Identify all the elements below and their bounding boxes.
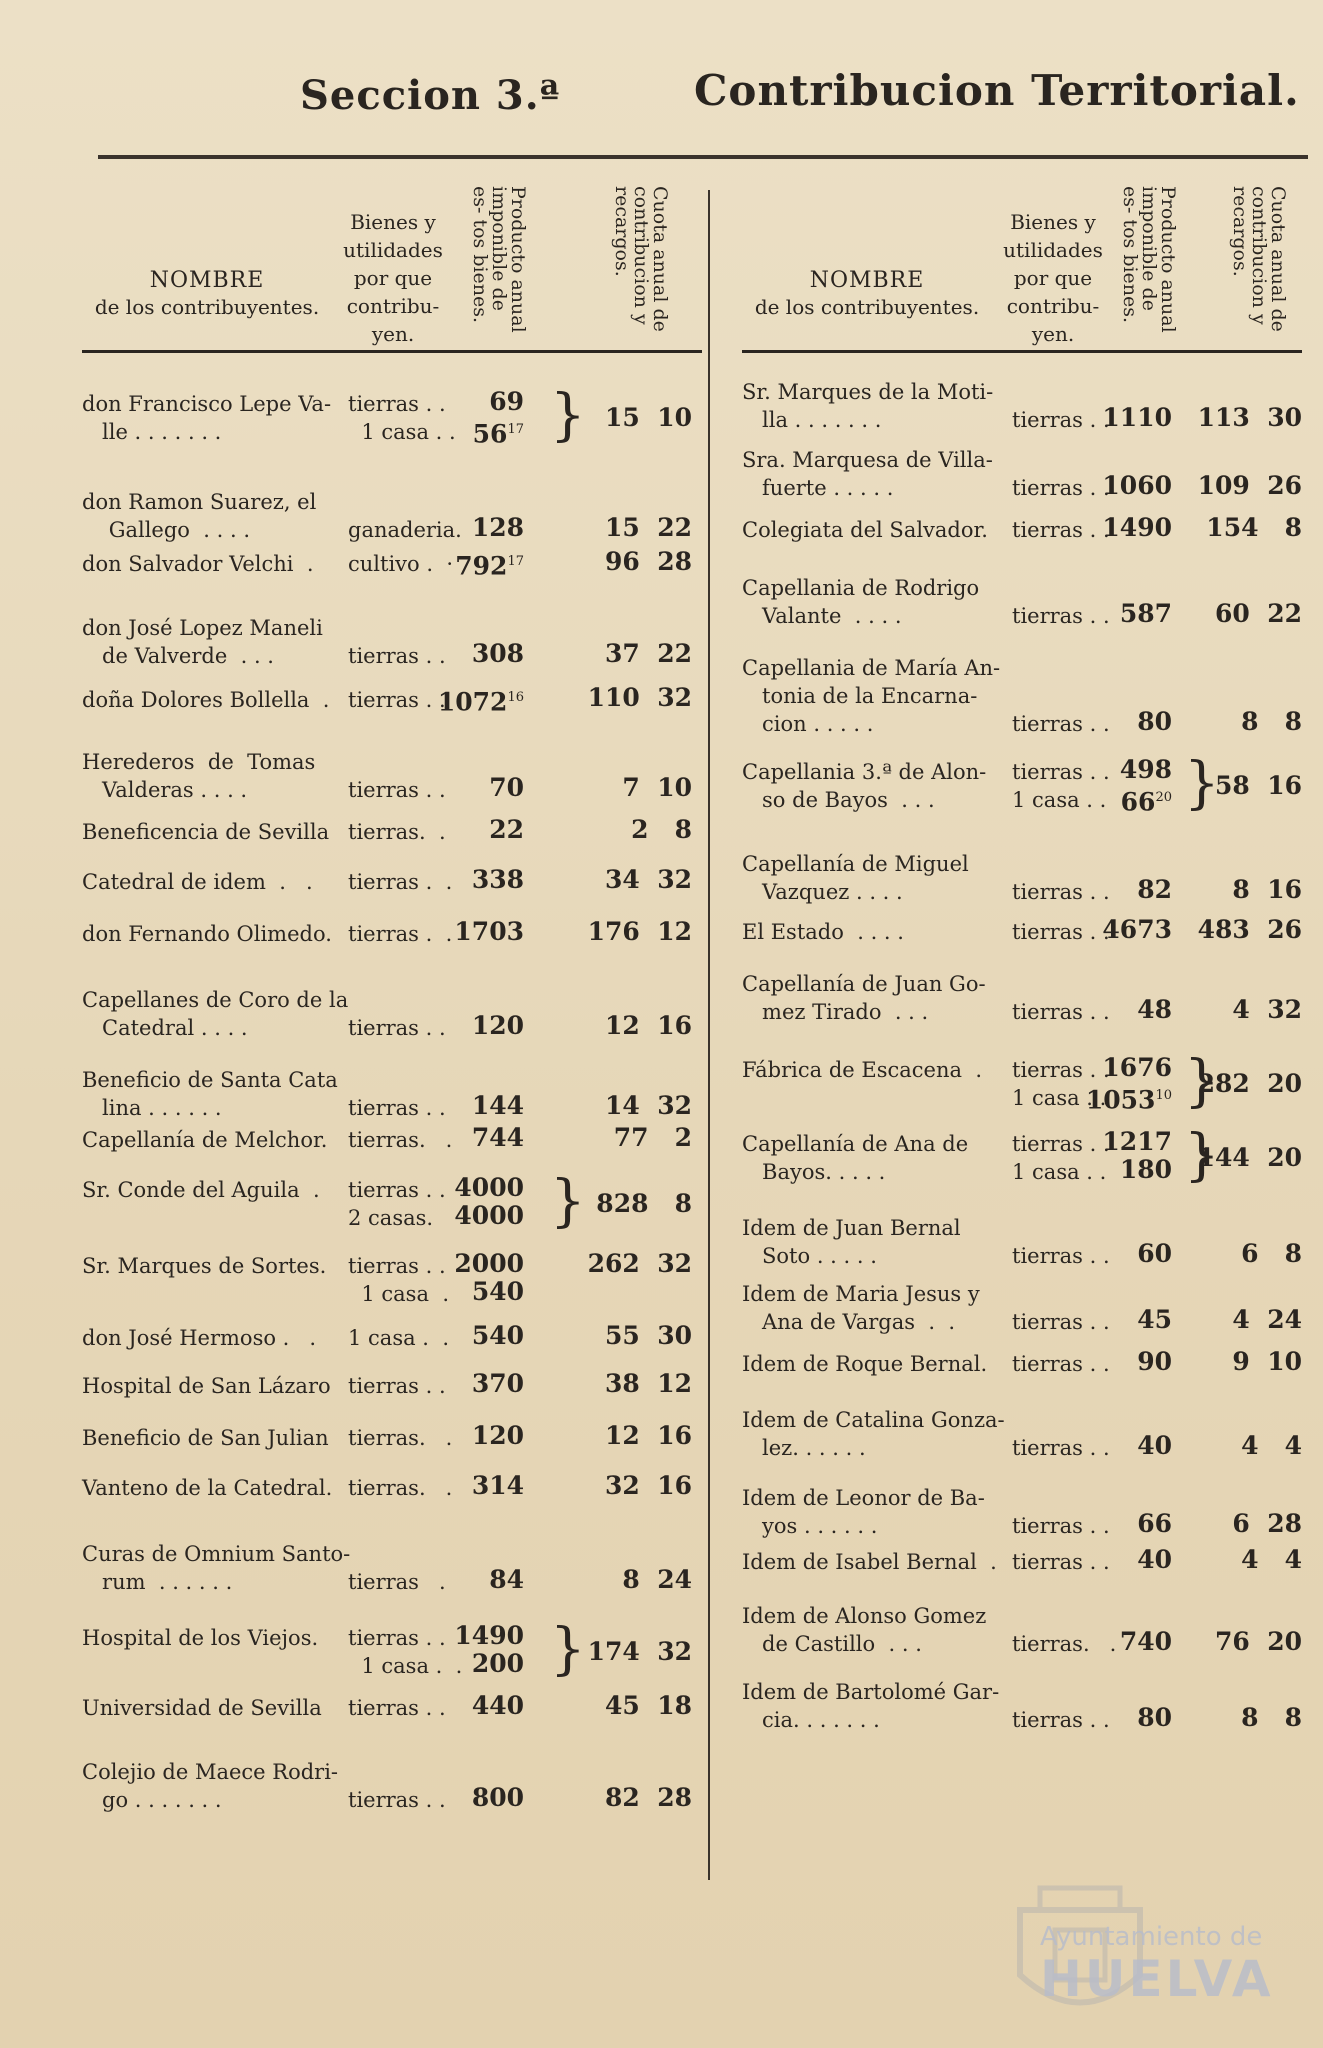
bienes-value: tierras. . bbox=[1012, 1632, 1117, 1656]
cuota-value: 8 8 bbox=[1241, 707, 1302, 736]
bienes-value: tierras. . bbox=[348, 1426, 453, 1450]
cuota-value: 37 22 bbox=[605, 639, 692, 668]
producto-value: 66 bbox=[1137, 1509, 1172, 1538]
brace-icon: } bbox=[550, 1617, 586, 1682]
contributor-name: Hospital de San Lázaro bbox=[82, 1374, 331, 1398]
bienes-value: tierras . . bbox=[1012, 476, 1110, 500]
producto-value: 40 bbox=[1137, 1545, 1172, 1574]
cuota-value: 113 30 bbox=[1197, 403, 1302, 432]
bienes-value: tierras. . bbox=[348, 1476, 453, 1500]
bienes-value: tierras . . bbox=[348, 1696, 446, 1720]
contributor-name: don José Lopez Maneli de Valverde . . . bbox=[82, 616, 323, 668]
bienes-value: ganaderia. bbox=[348, 518, 462, 542]
producto-value: 22 bbox=[489, 815, 524, 844]
producto-value: 45 bbox=[1137, 1305, 1172, 1334]
page-title: Contribucion Territorial. bbox=[694, 66, 1300, 115]
contributor-name: Universidad de Sevilla bbox=[82, 1696, 322, 1720]
brace-icon: } bbox=[1184, 751, 1220, 816]
cuota-value: 82 28 bbox=[605, 1783, 692, 1812]
contributor-name: don Fernando Olimedo. bbox=[82, 922, 332, 946]
bienes-value: tierras . . 1 casa . . bbox=[1012, 760, 1110, 812]
producto-value: 120 bbox=[471, 1011, 524, 1040]
bienes-value: tierras . . 1 casa . . bbox=[1012, 1132, 1110, 1184]
brace-icon: } bbox=[550, 1169, 586, 1234]
cuota-value: 38 12 bbox=[605, 1369, 692, 1398]
contributor-name: Curas de Omnium Santo- rum . . . . . . bbox=[82, 1542, 351, 1594]
bienes-value: tierras . . bbox=[1012, 408, 1110, 432]
contributor-name: Capellanes de Coro de la Catedral . . . . bbox=[82, 988, 349, 1040]
contributor-name: Idem de Catalina Gonza- lez. . . . . . bbox=[742, 1408, 1005, 1460]
contributor-name: don José Hermoso . . bbox=[82, 1326, 317, 1350]
cuota-value: 282 20 bbox=[1197, 1069, 1302, 1098]
bienes-value: tierras . . bbox=[348, 1374, 446, 1398]
cuota-value: 2 8 bbox=[631, 815, 692, 844]
contributor-name: Idem de Maria Jesus y Ana de Vargas . . bbox=[742, 1282, 980, 1334]
producto-value: 48 bbox=[1137, 995, 1172, 1024]
contributor-name: Capellanía de Melchor. bbox=[82, 1128, 328, 1152]
contributor-name: Colegiata del Salvador. bbox=[742, 518, 988, 542]
cuota-value: 8 8 bbox=[1241, 1703, 1302, 1732]
watermark: Ayuntamiento de HUELVA bbox=[1040, 1922, 1274, 2008]
cuota-value: 58 16 bbox=[1215, 771, 1302, 800]
producto-value: 1110 bbox=[1102, 403, 1172, 432]
contributor-name: Catedral de idem . . bbox=[82, 870, 313, 894]
cuota-value: 4 4 bbox=[1241, 1431, 1302, 1460]
bienes-value: tierras . . 1 casa . bbox=[348, 1254, 449, 1306]
producto-column-header: Producto anual imponible de es- tos bienes. bbox=[469, 186, 529, 333]
bienes-value: tierras . . bbox=[1012, 712, 1110, 736]
contributor-name: Sr. Marques de la Moti- lla . . . . . . . bbox=[742, 380, 994, 432]
cuota-value: 15 22 bbox=[605, 513, 692, 542]
bienes-value: tierras. . bbox=[348, 820, 446, 844]
bienes-value: tierras . . bbox=[1012, 604, 1110, 628]
cuota-value: 154 8 bbox=[1206, 513, 1302, 542]
bienes-value: tierras . . bbox=[1012, 1436, 1110, 1460]
producto-value: 70 bbox=[489, 773, 524, 802]
cuota-value: 12 16 bbox=[605, 1011, 692, 1040]
contributor-name: Fábrica de Escacena . bbox=[742, 1058, 983, 1082]
bienes-value: tierras . . bbox=[1012, 518, 1110, 542]
right-table bbox=[742, 178, 1302, 1732]
producto-value: 80 bbox=[1137, 707, 1172, 736]
producto-value: 82 bbox=[1137, 875, 1172, 904]
producto-value: 740 bbox=[1119, 1627, 1172, 1656]
brace-icon: } bbox=[550, 383, 586, 448]
contributor-name: Capellanía de Miguel Vazquez . . . . bbox=[742, 852, 969, 904]
cuota-value: 176 12 bbox=[587, 917, 692, 946]
name-column-header: NOMBRE de los contribuyentes. bbox=[754, 268, 980, 319]
producto-value: 587 bbox=[1119, 599, 1172, 628]
contributor-name: Herederos de Tomas Valderas . . . . bbox=[82, 750, 316, 802]
producto-value: 440 bbox=[471, 1691, 524, 1720]
contributor-name: El Estado . . . . bbox=[742, 920, 904, 944]
cuota-value: 4 4 bbox=[1241, 1545, 1302, 1574]
bienes-value: tierras . . bbox=[1012, 1550, 1110, 1574]
bienes-value: tierras . . bbox=[348, 644, 446, 668]
producto-value: 338 bbox=[471, 865, 524, 894]
producto-value: 1490 bbox=[1102, 513, 1172, 542]
brace-icon: } bbox=[1184, 1049, 1220, 1114]
cuota-value: 45 18 bbox=[605, 1691, 692, 1720]
producto-value: $792^{17}$ bbox=[455, 551, 524, 581]
cuota-value: 174 32 bbox=[587, 1637, 692, 1666]
cuota-value: 34 32 bbox=[605, 865, 692, 894]
contributor-name: Idem de Isabel Bernal . bbox=[742, 1550, 997, 1574]
producto-value: 4673 bbox=[1102, 915, 1172, 944]
producto-value: 4000 4000 bbox=[454, 1173, 524, 1230]
cuota-value: 55 30 bbox=[605, 1321, 692, 1350]
producto-value: 370 bbox=[471, 1369, 524, 1398]
producto-value: 128 bbox=[471, 513, 524, 542]
contributor-name: Idem de Roque Bernal. bbox=[742, 1352, 988, 1376]
contributor-name: Beneficio de San Julian bbox=[82, 1426, 329, 1450]
cuota-value: 4 24 bbox=[1232, 1305, 1302, 1334]
contributor-name: doña Dolores Bollella . bbox=[82, 688, 330, 712]
contributor-name: Idem de Juan Bernal Soto . . . . . bbox=[742, 1216, 961, 1268]
producto-value: 1217 180 bbox=[1102, 1127, 1172, 1184]
bienes-value: tierras . bbox=[348, 1570, 446, 1594]
contributor-name: don Ramon Suarez, el Gallego . . . . bbox=[82, 490, 317, 542]
column-divider bbox=[708, 190, 710, 1880]
bienes-column-header: Bienes y utilidades por que contribu- yen. bbox=[1003, 210, 1103, 346]
contributor-name: Sr. Conde del Aguila . bbox=[82, 1178, 320, 1202]
cuota-value: 9 10 bbox=[1232, 1347, 1302, 1376]
section-heading: Seccion 3.ª bbox=[300, 72, 561, 119]
cuota-value: 32 16 bbox=[605, 1471, 692, 1500]
producto-value: 1703 bbox=[454, 917, 524, 946]
bienes-value: tierras . . bbox=[1012, 1000, 1110, 1024]
producto-value: 120 bbox=[471, 1421, 524, 1450]
contributor-name: Capellanía de Ana de Bayos. . . . . bbox=[742, 1132, 969, 1184]
bienes-value: tierras . . bbox=[1012, 1244, 1110, 1268]
producto-value: 80 bbox=[1137, 1703, 1172, 1732]
contributor-name: Idem de Alonso Gomez de Castillo . . . bbox=[742, 1604, 987, 1656]
producto-value: 498 $66^{20}$ bbox=[1119, 755, 1172, 817]
producto-value: 60 bbox=[1137, 1239, 1172, 1268]
name-column-header: NOMBRE de los contribuyentes. bbox=[94, 268, 320, 319]
contributor-name: Beneficio de Santa Cata lina . . . . . . bbox=[82, 1068, 338, 1120]
bienes-value: tierras . . bbox=[348, 922, 453, 946]
right-table-header bbox=[742, 178, 1302, 353]
brace-icon: } bbox=[1184, 1123, 1220, 1188]
producto-value: 2000 540 bbox=[454, 1249, 524, 1306]
cuota-value: 8 24 bbox=[622, 1565, 692, 1594]
producto-column-header: Producto anual imponible de es- tos bienes. bbox=[1119, 186, 1179, 333]
bienes-value: tierras. . bbox=[348, 1128, 453, 1152]
bienes-value: tierras . . 2 casas. bbox=[348, 1178, 446, 1230]
cuota-value: 828 8 bbox=[596, 1189, 692, 1218]
bienes-value: tierras . . bbox=[348, 1788, 446, 1812]
contributor-name: Idem de Bartolomé Gar- cia. . . . . . . bbox=[742, 1680, 1000, 1732]
bienes-value: tierras . . bbox=[1012, 1514, 1110, 1538]
contributor-name: Sr. Marques de Sortes. bbox=[82, 1254, 327, 1278]
contributor-name: don Salvador Velchi . bbox=[82, 552, 314, 576]
bienes-value: cultivo . · bbox=[348, 552, 454, 576]
producto-value: 40 bbox=[1137, 1431, 1172, 1460]
cuota-column-header: Cuota anual de contribucion y recargos. bbox=[1229, 186, 1289, 332]
cuota-value: 14 32 bbox=[605, 1091, 692, 1120]
producto-value: 540 bbox=[471, 1321, 524, 1350]
top-rule bbox=[98, 155, 1308, 159]
bienes-value: tierras . . bbox=[348, 1016, 446, 1040]
producto-value: 69 $56^{17}$ bbox=[472, 387, 524, 449]
producto-value: 90 bbox=[1137, 1347, 1172, 1376]
cuota-value: 483 26 bbox=[1197, 915, 1302, 944]
contributor-name: Capellanía de Juan Go- mez Tirado . . . bbox=[742, 972, 986, 1024]
contributor-name: don Francisco Lepe Va- lle . . . . . . . bbox=[82, 392, 332, 444]
producto-value: 1072$^{16}$ bbox=[437, 687, 524, 717]
cuota-value: 6 28 bbox=[1232, 1509, 1302, 1538]
contributor-name: Capellania 3.ª de Alon- so de Bayos . . . bbox=[742, 760, 987, 812]
bienes-column-header: Bienes y utilidades por que contribu- yen. bbox=[343, 210, 443, 346]
contributor-name: Colejio de Maece Rodri- go . . . . . . . bbox=[82, 1760, 339, 1812]
bienes-value: tierras . . bbox=[1012, 1708, 1110, 1732]
cuota-value: 6 8 bbox=[1241, 1239, 1302, 1268]
cuota-value: 7 10 bbox=[622, 773, 692, 802]
bienes-value: tierras . . 1 casa . . bbox=[1012, 1058, 1110, 1110]
contributor-name: Vanteno de la Catedral. bbox=[82, 1476, 333, 1500]
bienes-value: tierras . . bbox=[1012, 1352, 1110, 1376]
bienes-value: tierras . . bbox=[1012, 920, 1110, 944]
bienes-value: tierras . . bbox=[348, 1096, 446, 1120]
bienes-value: tierras . . bbox=[1012, 880, 1110, 904]
cuota-value: 109 26 bbox=[1197, 471, 1302, 500]
contributor-name: Idem de Leonor de Ba- yos . . . . . . bbox=[742, 1486, 985, 1538]
producto-value: 744 bbox=[471, 1123, 524, 1152]
bienes-value: tierras . . bbox=[348, 870, 453, 894]
producto-value: 314 bbox=[471, 1471, 524, 1500]
bienes-value: 1 casa . . bbox=[348, 1326, 449, 1350]
bienes-value: tierras . . bbox=[1012, 1310, 1110, 1334]
cuota-value: 262 32 bbox=[587, 1249, 692, 1278]
cuota-value: 96 28 bbox=[605, 547, 692, 576]
producto-value: 1676 1053$^{10}$ bbox=[1085, 1053, 1172, 1115]
contributor-name: Capellania de María An- tonia de la Encarna- cion . . . . . bbox=[742, 656, 1001, 736]
cuota-value: 77 2 bbox=[613, 1123, 692, 1152]
left-table bbox=[82, 178, 702, 1812]
cuota-value: 60 22 bbox=[1215, 599, 1302, 628]
contributor-name: Beneficencia de Sevilla bbox=[82, 820, 330, 844]
bienes-value: tierras . . 1 casa . . bbox=[348, 1626, 463, 1678]
cuota-value: 144 20 bbox=[1197, 1143, 1302, 1172]
cuota-value: 76 20 bbox=[1215, 1627, 1302, 1656]
cuota-value: 4 32 bbox=[1232, 995, 1302, 1024]
producto-value: 1490 200 bbox=[454, 1621, 524, 1678]
cuota-value: 12 16 bbox=[605, 1421, 692, 1450]
cuota-column-header: Cuota anual de contribucion y recargos. bbox=[611, 186, 671, 332]
bienes-value: tierras . . bbox=[348, 688, 446, 712]
cuota-value: 15 10 bbox=[605, 403, 692, 432]
cuota-value: 110 32 bbox=[587, 683, 692, 712]
contributor-name: Hospital de los Viejos. bbox=[82, 1626, 319, 1650]
producto-value: 1060 bbox=[1102, 471, 1172, 500]
producto-value: 308 bbox=[471, 639, 524, 668]
contributor-name: Sra. Marquesa de Villa- fuerte . . . . . bbox=[742, 448, 993, 500]
bienes-value: tierras . . bbox=[348, 778, 446, 802]
left-table-header bbox=[82, 178, 702, 353]
contributor-name: Capellania de Rodrigo Valante . . . . bbox=[742, 576, 980, 628]
bienes-value: tierras . . 1 casa . . bbox=[348, 392, 456, 444]
cuota-value: 8 16 bbox=[1232, 875, 1302, 904]
producto-value: 800 bbox=[471, 1783, 524, 1812]
producto-value: 84 bbox=[489, 1565, 524, 1594]
producto-value: 144 bbox=[471, 1091, 524, 1120]
